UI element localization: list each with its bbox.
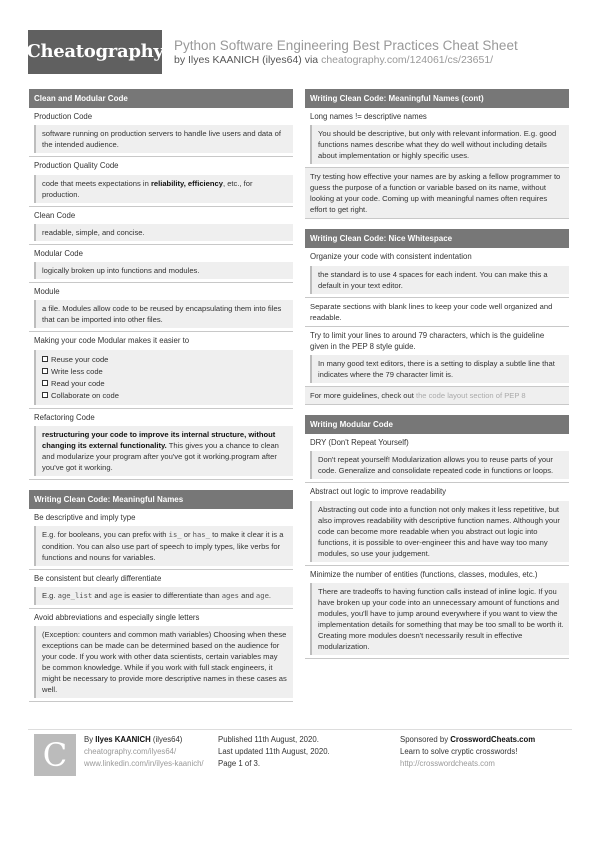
- text: E.g. for booleans, you can prefix with: [42, 530, 167, 540]
- published-date: Published 11th August, 2020.: [218, 735, 319, 744]
- list-item: [29, 570, 293, 609]
- sponsor-name[interactable]: CrosswordCheats.com: [450, 735, 536, 744]
- author-handle: (ilyes64): [152, 735, 183, 744]
- item-body: There are tradeoffs to having function calls instead of inline logic. If you have broken up your code into an unnecessary amount of functions and modules, you'll have to jump around everywhere if you want to view the implementation details for something that may be too small to be worth it. Creating more modules doesn't necessarily result in effective modularization.: [310, 583, 569, 655]
- item-body: You should be descriptive, but only with relevant information. E.g. good functions names describe what they do well without including details about implementation or highly specific uses.: [310, 125, 569, 164]
- sponsor-tagline: Learn to solve cryptic crosswords!: [400, 747, 518, 757]
- item-body: logically broken up into functions and modules.: [34, 262, 293, 279]
- checklist-label: Reuse your code: [51, 354, 109, 364]
- text: is easier to differentiate than: [124, 591, 220, 601]
- item-body: readable, simple, and concise.: [34, 224, 293, 241]
- footer-byline: [84, 734, 214, 746]
- text: , etc., for production.: [42, 178, 253, 199]
- profile-link[interactable]: cheatography.com/ilyes64/: [84, 747, 177, 757]
- item-title: Module: [34, 287, 60, 297]
- list-item: [305, 108, 569, 168]
- item-body: [34, 175, 293, 203]
- item-title: Minimize the number of entities (functions, classes, modules, etc.): [310, 569, 538, 579]
- footer-sponsor: [400, 734, 572, 770]
- item-body: [34, 426, 293, 476]
- list-item: [29, 207, 293, 245]
- list-item: [29, 245, 293, 283]
- list-item: [29, 609, 293, 702]
- checkbox-icon: [42, 368, 48, 374]
- page-footer: [28, 729, 572, 774]
- text: E.g.: [42, 591, 56, 601]
- code-snippet: is_: [168, 530, 182, 540]
- list-item: [305, 566, 569, 659]
- checkbox-icon: [42, 392, 48, 398]
- item-text: Separate sections with blank lines to keep your code well organized and readable.: [310, 301, 553, 322]
- page-title: Python Software Engineering Best Practices Cheat Sheet: [174, 38, 518, 53]
- byline: [174, 53, 493, 68]
- bold-text: restructuring your code to improve its internal structure, without changing its external functionality.: [42, 430, 276, 451]
- text: Sponsored by: [400, 735, 449, 744]
- text: code that meets expectations in: [42, 178, 149, 188]
- section-clean-modular: [29, 89, 293, 480]
- updated-date: Last updated 11th August, 2020.: [218, 747, 330, 757]
- text: By: [84, 735, 94, 744]
- list-item: [29, 108, 293, 157]
- text: and: [94, 591, 108, 601]
- checklist-item: [42, 366, 288, 377]
- item-text: Try testing how effective your names are by asking a fellow programmer to guess the purpose of a function or variable based on its name, without looking at your code. Coming up with meaningful names often requires effort to get right.: [310, 172, 561, 215]
- section-title: Writing Clean Code: Meaningful Names (cont): [305, 89, 569, 108]
- code-snippet: age: [109, 591, 123, 601]
- footer-dates: [218, 734, 378, 770]
- item-title: Long names != descriptive names: [310, 112, 427, 121]
- checklist: [34, 350, 293, 405]
- page-header: [0, 0, 600, 80]
- item-title: Production Quality Code: [34, 161, 119, 171]
- list-item: [29, 409, 293, 480]
- list-item: [29, 283, 293, 332]
- list-item: [305, 387, 569, 405]
- checklist-label: Write less code: [51, 366, 103, 376]
- item-body: software running on production servers to handle live users and data of the intended audience.: [34, 125, 293, 153]
- sheet-url-link[interactable]: cheatography.com/124061/cs/23651/: [321, 54, 494, 66]
- item-title: DRY (Don't Repeat Yourself): [310, 438, 409, 448]
- footer-author: [84, 734, 214, 770]
- checklist-item: [42, 390, 288, 401]
- item-body: Abstracting out code into a function not only makes it less repetitive, but also improves readability with descriptive function names. Although your code can become more readable when you abstract out logic into functions, it is possible to over-engineer this and have way too many modules, so use your judgement.: [310, 501, 569, 562]
- item-title: Abstract out logic to improve readability: [310, 487, 447, 497]
- left-column: [29, 89, 293, 712]
- list-item: [305, 168, 569, 219]
- section-title: Writing Clean Code: Meaningful Names: [29, 490, 293, 509]
- author-name[interactable]: Ilyes KAANICH: [95, 735, 151, 744]
- list-item: [305, 483, 569, 565]
- author-name[interactable]: Ilyes KAANICH (ilyes64): [188, 54, 302, 66]
- section-meaningful-names-cont: [305, 89, 569, 219]
- page-number: Page 1 of 3.: [218, 759, 261, 769]
- item-title: Try to limit your lines to around 79 characters, which is the guideline given in the PEP 8 style guide.: [310, 330, 545, 351]
- item-body: a file. Modules allow code to be reused by encapsulating them into files that can be imported into other files.: [34, 300, 293, 328]
- bold-text: reliability, efficiency: [150, 178, 223, 188]
- section-title: Writing Clean Code: Nice Whitespace: [305, 229, 569, 248]
- text: to make it clear it is a condition. You can also use part of speech to imply types, like verbs for functions and nouns for variables.: [42, 530, 284, 562]
- item-title: Be descriptive and imply type: [34, 513, 136, 523]
- item-title: Avoid abbreviations and especially single letters: [34, 612, 200, 622]
- list-item: [305, 248, 569, 297]
- avatar[interactable]: C: [34, 734, 76, 776]
- section-meaningful-names: [29, 490, 293, 702]
- code-snippet: has_: [192, 530, 210, 540]
- list-item: [305, 434, 569, 483]
- item-body: E.g. age_list and age is easier to differentiate than ages and age.: [34, 587, 293, 604]
- list-item: [29, 332, 293, 408]
- sponsor-line: [400, 734, 572, 746]
- item-body: the standard is to use 4 spaces for each indent. You can make this a default in your text editor.: [310, 266, 569, 294]
- item-title: Making your code Modular makes it easier to: [34, 336, 190, 346]
- checkbox-icon: [42, 356, 48, 362]
- section-whitespace: [305, 229, 569, 405]
- pep8-link[interactable]: the code layout section of PEP 8: [415, 391, 526, 401]
- item-title: Refactoring Code: [34, 412, 95, 422]
- list-item: [29, 157, 293, 206]
- cheatography-logo[interactable]: Cheatography: [28, 30, 162, 74]
- checklist-item: [42, 378, 288, 389]
- list-item: [29, 509, 293, 570]
- item-body: [34, 526, 293, 565]
- item-body: Don't repeat yourself! Modularization allows you to reuse parts of your code. Generalize and consolidate repeated code in functions or loops.: [310, 451, 569, 479]
- section-writing-modular: [305, 415, 569, 659]
- text: For more guidelines, check out: [310, 391, 414, 401]
- item-title: Be consistent but clearly differentiate: [34, 573, 162, 583]
- code-snippet: age_list: [57, 591, 93, 601]
- item-title: Modular Code: [34, 248, 83, 258]
- checklist-label: Read your code: [51, 378, 105, 388]
- text: or: [183, 530, 191, 540]
- section-title: Writing Modular Code: [305, 415, 569, 434]
- item-body: In many good text editors, there is a setting to display a subtle line that indicates where the 79 character limit is.: [310, 355, 569, 383]
- checkbox-icon: [42, 380, 48, 386]
- item-title: Production Code: [34, 112, 93, 121]
- text: and: [241, 591, 254, 601]
- byline-via: via: [304, 54, 319, 66]
- text: This gives you a chance to clean and modularize your program after you've got it working.program after you've got it working.: [42, 441, 279, 473]
- item-title: Organize your code with consistent indentation: [310, 252, 472, 262]
- section-title: Clean and Modular Code: [29, 89, 293, 108]
- sponsor-link[interactable]: http://crosswordcheats.com: [400, 759, 495, 769]
- checklist-item: [42, 354, 288, 365]
- checklist-label: Collaborate on code: [51, 390, 119, 400]
- list-item: [305, 298, 569, 327]
- item-body: (Exception: counters and common math variables) Choosing when these exceptions can be made can be determined based on the audience for your code. If you work with other data scientists, certain variables may be common knowledge. While if you work with full stack engineers, it might be necessary to provide more descriptive names in these cases as well.: [34, 626, 293, 698]
- code-snippet: ages: [221, 591, 239, 601]
- byline-by: by: [174, 54, 186, 66]
- list-item: [305, 327, 569, 388]
- linkedin-link[interactable]: www.linkedin.com/in/ilyes-kaanich/: [84, 759, 204, 769]
- code-snippet: age: [255, 591, 269, 601]
- item-title: Clean Code: [34, 210, 76, 220]
- right-column: [305, 89, 569, 669]
